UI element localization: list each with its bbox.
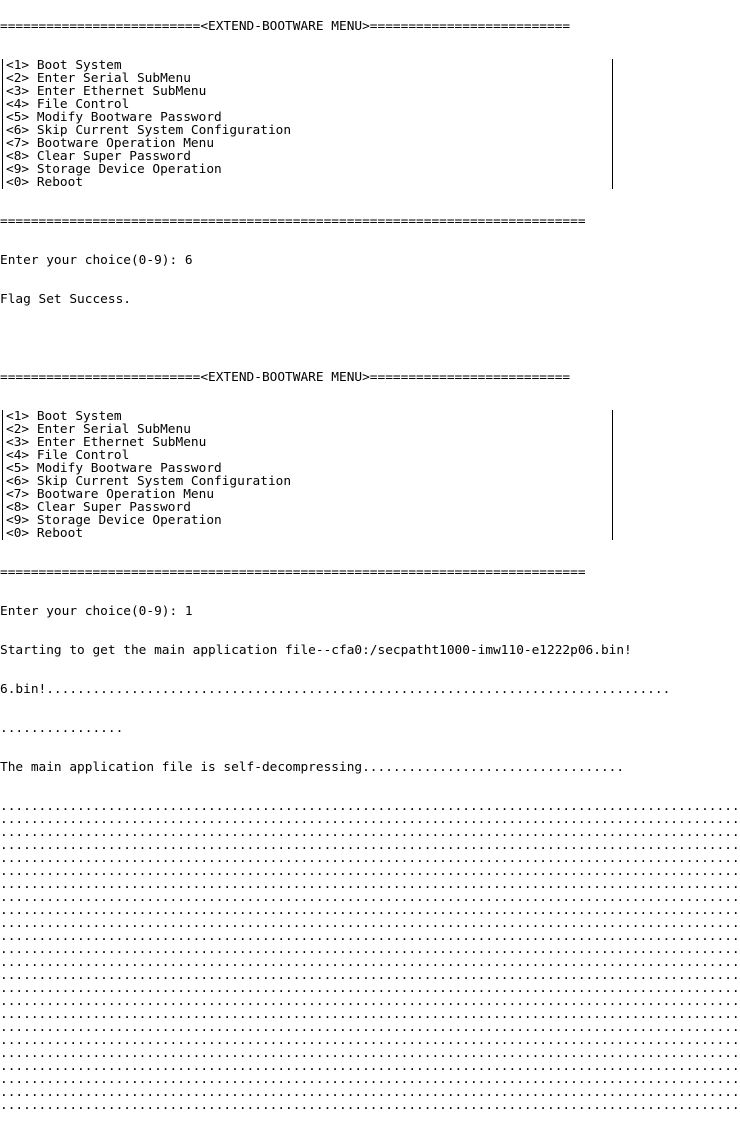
progress-dot-line: ................................................................................................ [0, 1046, 740, 1061]
short-dots-line: ................ [0, 721, 124, 736]
menu-item [0, 176, 615, 189]
menu-separator: ============================================================================ [0, 565, 586, 580]
response-line: Flag Set Success. [0, 292, 131, 307]
progress-dot-line: ................................................................................................ [0, 981, 740, 996]
progress-dot-line: ................................................................................................ [0, 1085, 740, 1100]
menu-title-partial: ==========================<EXTEND-BOOTWARE MENU>========================== [0, 19, 571, 34]
bootware-menu-2 [0, 410, 615, 540]
progress-dot-line: ................................................................................................ [0, 1072, 740, 1087]
menu-item-label: <7> Bootware Operation Menu [6, 487, 215, 502]
menu-item-label: <2> Enter Serial SubMenu [6, 71, 191, 86]
menu-item-label: <8> Clear Super Password [6, 500, 191, 515]
progress-dot-line: ................................................................................................ [0, 890, 740, 905]
progress-dot-line: ................................................................................................ [0, 994, 740, 1009]
progress-dot-line: ................................................................................................ [0, 812, 740, 827]
menu-item-label: <4> File Control [6, 97, 130, 112]
menu-title: ==========================<EXTEND-BOOTWARE MENU>========================== [0, 370, 571, 385]
menu-item [0, 514, 615, 527]
progress-dot-line: ................................................................................................ [0, 916, 740, 931]
menu-item-label: <8> Clear Super Password [6, 149, 191, 164]
menu-item-label: <9> Storage Device Operation [6, 513, 222, 528]
prompt-line: Enter your choice(0-9): 1 [0, 604, 193, 619]
menu-separator: ============================================================================ [0, 214, 586, 229]
progress-dot-line: ................................................................................................ [0, 1020, 740, 1035]
progress-dot-line: ................................................................................................ [0, 903, 740, 918]
progress-dot-line: ................................................................................................ [0, 929, 740, 944]
bootware-menu-1 [0, 59, 615, 189]
menu-item [0, 163, 615, 176]
menu-item-label: <5> Modify Bootware Password [6, 110, 222, 125]
menu-item-label: <5> Modify Bootware Password [6, 461, 222, 476]
progress-dot-line: ................................................................................................ [0, 942, 740, 957]
menu-item-label: <6> Skip Current System Configuration [6, 474, 292, 489]
menu-item-label: <0> Reboot [6, 175, 84, 190]
menu-item-label: <2> Enter Serial SubMenu [6, 422, 191, 437]
starting-line: Starting to get the main application file--cfa0:/secpatht1000-imw110-e1222p06.bin! [0, 643, 632, 658]
prompt-line: Enter your choice(0-9): 6 [0, 253, 193, 268]
menu-item-label: <7> Bootware Operation Menu [6, 136, 215, 151]
progress-dots [0, 799, 740, 1113]
progress-dot-line: ................................................................................................ [0, 1059, 740, 1074]
progress-dot-line: ................................................................................................ [0, 968, 740, 983]
progress-dot-line: ................................................................................................ [0, 1098, 740, 1113]
decompress-line: The main application file is self-decompressing.................................. [0, 760, 625, 775]
menu-item-label: <9> Storage Device Operation [6, 162, 222, 177]
menu-item [0, 527, 615, 540]
menu-item-label: <6> Skip Current System Configuration [6, 123, 292, 138]
progress-dot-line: ................................................................................................ [0, 851, 740, 866]
menu-item-label: <1> Boot System [6, 409, 122, 424]
menu-item-label: <3> Enter Ethernet SubMenu [6, 84, 207, 99]
progress-dot-line: ................................................................................................ [0, 799, 740, 814]
progress-dot-line: ................................................................................................ [0, 838, 740, 853]
progress-dot-line: ................................................................................................ [0, 955, 740, 970]
progress-dot-line: ................................................................................................ [0, 825, 740, 840]
progress-dot-line: ................................................................................................ [0, 877, 740, 892]
menu-item-label: <3> Enter Ethernet SubMenu [6, 435, 207, 450]
progress-dot-line: ................................................................................................ [0, 1033, 740, 1048]
blank-line [0, 332, 615, 345]
menu-item-label: <1> Boot System [6, 58, 122, 73]
progress-dot-line: ................................................................................................ [0, 864, 740, 879]
starting-wrap-line: 6.bin!................................................................................. [0, 682, 671, 697]
menu-item-label: <4> File Control [6, 448, 130, 463]
progress-dot-line: ................................................................................................ [0, 1007, 740, 1022]
menu-item-label: <0> Reboot [6, 526, 84, 541]
